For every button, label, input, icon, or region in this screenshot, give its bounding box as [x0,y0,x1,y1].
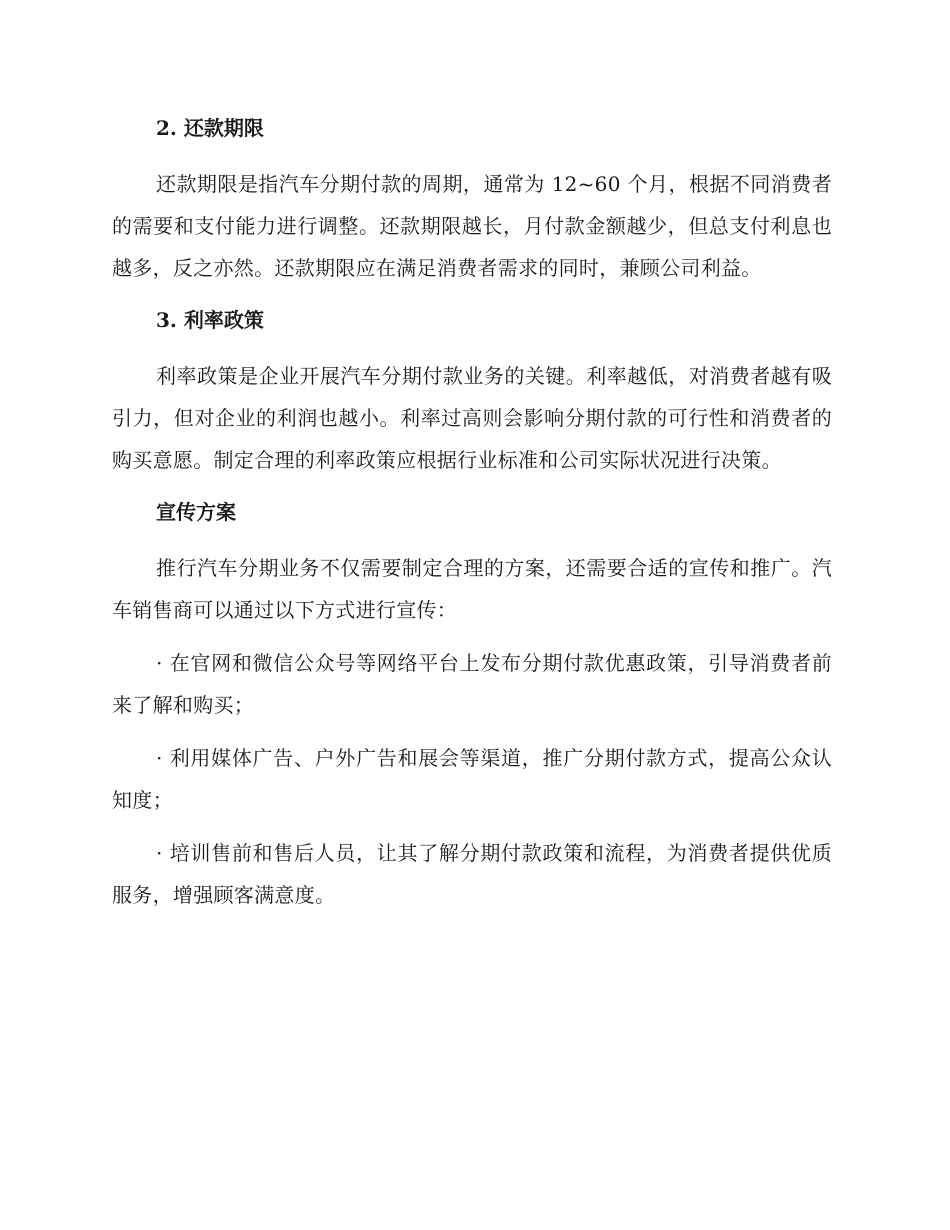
bullet-item: · 培训售前和售后人员，让其了解分期付款政策和流程，为消费者提供优质服务，增强顾客满意度。 [112,841,832,907]
section-heading: 2. 还款期限 [156,116,264,140]
section-heading: 3. 利率政策 [156,308,264,332]
section-promotion-plan [112,492,832,916]
bullet-item: · 利用媒体广告、户外广告和展会等渠道，推广分期付款方式，提高公众认知度； [112,746,832,812]
document-body [112,108,832,927]
bullet-item: · 在官网和微信公众号等网络平台上发布分期付款优惠政策，引导消费者前来了解和购买； [112,651,832,717]
section-interest-policy [112,300,832,481]
section-heading: 宣传方案 [156,500,236,524]
section-paragraph: 推行汽车分期业务不仅需要制定合理的方案，还需要合适的宣传和推广。汽车销售商可以通过以下方式进行宣传： [112,556,832,622]
section-paragraph: 还款期限是指汽车分期付款的周期，通常为 12~60 个月，根据不同消费者的需要和支付能力进行调整。还款期限越长，月付款金额越少，但总支付利息也越多，反之亦然。还款期限应在满足消费者需求的同时，兼顾公司利益。 [112,172,832,280]
section-repayment-term [112,108,832,289]
section-paragraph: 利率政策是企业开展汽车分期付款业务的关键。利率越低，对消费者越有吸引力，但对企业的利润也越小。利率过高则会影响分期付款的可行性和消费者的购买意愿。制定合理的利率政策应根据行业标准和公司实际状况进行决策。 [112,364,832,472]
